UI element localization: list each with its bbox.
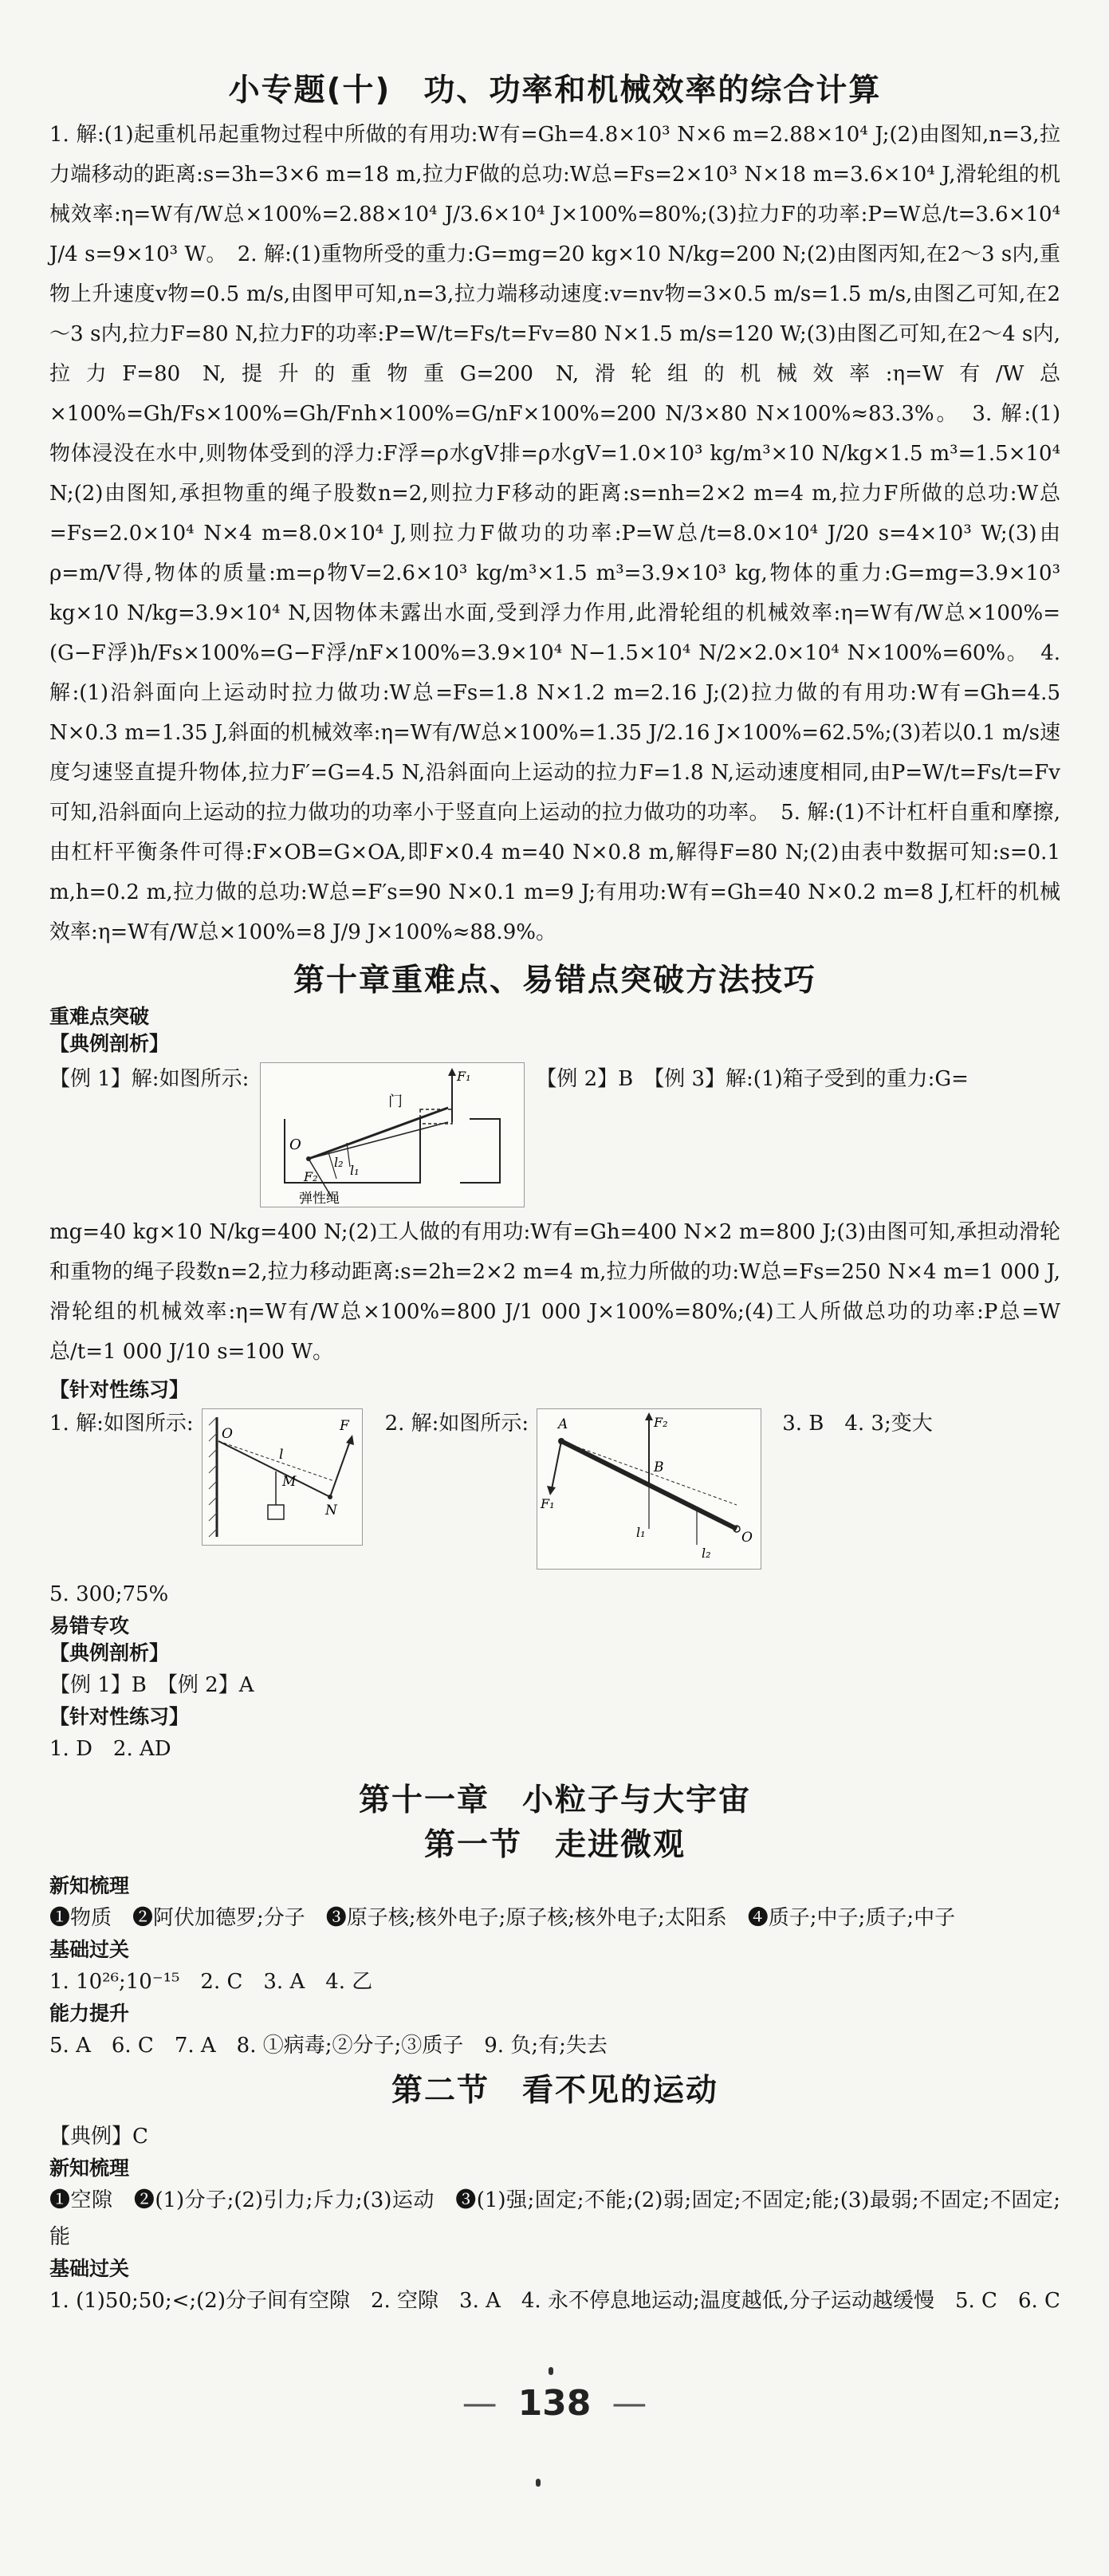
label-a: A xyxy=(558,1416,568,1432)
label-f2: F₂ xyxy=(304,1169,318,1184)
ink-speck xyxy=(549,2367,553,2375)
door-figure xyxy=(260,1062,525,1207)
section1-title: 第一节 走进微观 xyxy=(423,1827,686,1863)
label-l1: l₁ xyxy=(636,1525,646,1540)
label-f: F xyxy=(339,1418,349,1434)
label-l2: l₂ xyxy=(334,1155,344,1170)
lever-wall-figure xyxy=(202,1408,363,1546)
new-knowledge-2: ❶空隙 ❷(1)分子;(2)引力;斥力;(3)运动 ❸(1)强;固定;不能;(2)弱;固定;不固定;能;(3)最弱;不固定;不固定;能 xyxy=(49,2188,1060,2249)
ink-speck xyxy=(536,2479,541,2487)
pole-figure xyxy=(537,1408,761,1570)
label-o: O xyxy=(289,1136,302,1153)
label-b: B xyxy=(654,1459,664,1475)
label-l: l xyxy=(278,1447,284,1463)
ability-answers: 5. A 6. C 7. A 8. ①病毒;②分子;③质子 9. 负;有;失去 xyxy=(49,2034,608,2058)
chapter10-methods-title: 第十章重难点、易错点突破方法技巧 xyxy=(293,963,816,998)
page-number-footer xyxy=(0,2383,1109,2424)
door-diagram xyxy=(261,1063,524,1207)
heading-targeted-practice-2: 【针对性练习】 xyxy=(49,1705,190,1728)
left-dash: — xyxy=(462,2383,497,2424)
label-o: O xyxy=(221,1426,233,1442)
error-prone-practice: 1. D 2. AD xyxy=(49,1737,171,1761)
basic-1-answers: 1. 10²⁶;10⁻¹⁵ 2. C 3. A 4. 乙 xyxy=(49,1970,373,1994)
section2-title: 第二节 看不见的运动 xyxy=(391,2073,718,2109)
heading-new-knowledge-1: 新知梳理 xyxy=(49,1874,130,1897)
example3-solution: mg=40 kg×10 N/kg=400 N;(2)工人做的有用功:W有=Gh=400 N×2 m=800 J;(3)由图可知,承担动滑轮和重物的绳子段数n=2,拉力移动距离:s=2h=2×2 m=4 m,拉力所做的功:W总=Fs=250 N×4 m=1 000 J,滑轮组的机械效率:η=W有/W总×100%=800 J/1 000 J×100%=80%;(4)工人所做总功的功率:P总=W总/t=1 000 J/10 s=100 W。 xyxy=(49,1220,1060,1364)
heading-ability: 能力提升 xyxy=(49,2002,130,2025)
error-prone-examples: 【例 1】B 【例 2】A xyxy=(49,1673,254,1697)
label-rope: 弹性绳 xyxy=(299,1191,340,1207)
heading-key-points: 重难点突破 xyxy=(49,1005,150,1028)
new-knowledge-1: ❶物质 ❷阿伏加德罗;分子 ❸原子核;核外电子;原子核;核外电子;太阳系 ❹质子;中子;质子;中子 xyxy=(49,1906,956,1930)
label-door: 门 xyxy=(388,1093,403,1110)
label-l2: l₂ xyxy=(702,1546,711,1561)
page-number: 138 xyxy=(517,2383,592,2424)
example1-row xyxy=(49,1059,1060,1207)
heading-targeted-practice-1: 【针对性练习】 xyxy=(49,1378,190,1401)
label-m: M xyxy=(281,1474,297,1490)
label-l1: l₁ xyxy=(350,1163,360,1178)
examples-2-3: 【例 2】B 【例 3】解:(1)箱子受到的重力:G= xyxy=(536,1067,969,1091)
heading-basic-1: 基础过关 xyxy=(49,1938,130,1961)
heading-example-analysis: 【典例剖析】 xyxy=(49,1032,170,1055)
lever-wall-diagram xyxy=(203,1409,362,1545)
practice2-label: 2. 解:如图所示: xyxy=(384,1412,529,1436)
right-dash: — xyxy=(612,2383,647,2424)
practice-3-4: 3. B 4. 3;变大 xyxy=(782,1412,933,1436)
pole-diagram xyxy=(537,1409,761,1569)
practice-row xyxy=(49,1404,1060,1570)
example1-label: 【例 1】解:如图所示: xyxy=(49,1067,250,1091)
label-o: O xyxy=(741,1530,753,1546)
heading-error-prone: 易错专攻 xyxy=(49,1614,130,1637)
label-f2: F₂ xyxy=(654,1415,668,1430)
heading-basic-2: 基础过关 xyxy=(49,2257,130,2280)
practice1-label: 1. 解:如图所示: xyxy=(49,1412,194,1436)
heading-new-knowledge-2: 新知梳理 xyxy=(49,2157,130,2180)
label-f1: F₁ xyxy=(541,1496,555,1511)
heading-example-analysis-2: 【典例剖析】 xyxy=(49,1641,170,1664)
section-title-topic10: 小专题(十) 功、功率和机械效率的综合计算 xyxy=(228,73,882,108)
label-f1: F₁ xyxy=(457,1069,471,1084)
chapter11-title: 第十一章 小粒子与大宇宙 xyxy=(358,1782,751,1818)
topic10-solutions: 1. 解:(1)起重机吊起重物过程中所做的有用功:W有=Gh=4.8×10³ N×6 m=2.88×10⁴ J;(2)由图知,n=3,拉力端移动的距离:s=3h=3×6 m=18 m,拉力F做的总功:W总=Fs=2×10³ N×18 m=3.6×10⁴ J,滑轮组的机械效率:η=W有/W总×100%=2.88×10⁴ J/3.6×10⁴ J×100%=80%;(3)拉力F的功率:P=W总/t=3.6×10⁴ J/4 s=9×10³ W。 2. 解:(1)重物所受的重力:G=mg=20 kg×10 N/kg=200 N;(2)由图丙知,在2～3 s内,重物上升速度v物=0.5 m/s,由图甲可知,n=3,拉力端移动速度:v=nv物=3×0.5 m/s=1.5 m/s,由图乙可知,在2～3 s内,拉力F=80 N,拉力F的功率:P=W/t=Fs/t=Fv=80 N×1.5 m/s=120 W;(3)由图乙可知,在2～4 s内,拉力F=80 N,提升的重物重G=200 N,滑轮组的机械效率:η=W有/W总×100%=Gh/Fs×100%=Gh/Fnh×100%=G/nF×100%=200 N/3×80 N×100%≈83.3%。 3. 解:(1)物体浸没在水中,则物体受到的浮力:F浮=ρ水gV排=ρ水gV=1.0×10³ kg/m³×10 N/kg×1.5 m³=1.5×10⁴ N;(2)由图知,承担物重的绳子股数n=2,则拉力F移动的距离:s=nh=2×2 m=4 m,拉力F所做的总功:W总=Fs=2.0×10⁴ N×4 m=8.0×10⁴ J,则拉力F做功的功率:P=W总/t=8.0×10⁴ J/20 s=4×10³ W;(3)由ρ=m/V得,物体的质量:m=ρ物V=2.6×10³ kg/m³×1.5 m³=3.9×10³ kg,物体的重力:G=mg=3.9×10³ kg×10 N/kg=3.9×10⁴ N,因物体未露出水面,受到浮力作用,此滑轮组的机械效率:η=W有/W总×100%=(G−F浮)h/Fs×100%=G−F浮/nF×100%=3.9×10⁴ N−1.5×10⁴ N/2×2.0×10⁴ N×100%=60%。 4. 解:(1)沿斜面向上运动时拉力做功:W总=Fs=1.8 N×1.2 m=2.16 J;(2)拉力做的有用功:W有=Gh=4.5 N×0.3 m=1.35 J,斜面的机械效率:η=W有/W总×100%=1.35 J/2.16 J×100%=62.5%;(3)若以0.1 m/s速度匀速竖直提升物体,拉力F′=G=4.5 N,沿斜面向上运动的拉力F=1.8 N,运动速度相同,由P=W/t=Fs/t=Fv可知,沿斜面向上运动的拉力做功的功率小于竖直向上运动的拉力做功的功率。 5. 解:(1)不计杠杆自重和摩擦,由杠杆平衡条件可得:F×OB=G×OA,即F×0.4 m=40 N×0.8 m,解得F=80 N;(2)由表中数据可知:s=0.1 m,h=0.2 m,拉力做的总功:W总=F′s=90 N×0.1 m=9 J;有用功:W有=Gh=40 N×0.2 m=8 J,杠杆的机械效率:η=W有/W总×100%=8 J/9 J×100%≈88.9%。 xyxy=(49,123,1060,944)
practice-5: 5. 300;75% xyxy=(49,1582,169,1606)
content-column xyxy=(49,69,1060,2319)
label-n: N xyxy=(324,1503,337,1518)
typical-example: 【典例】C xyxy=(49,2125,148,2149)
basic-2-answers: 1. (1)50;50;<;(2)分子间有空隙 2. 空隙 3. A 4. 永不停息地运动;温度越低,分子运动越缓慢 5. C 6. C xyxy=(49,2289,1060,2313)
